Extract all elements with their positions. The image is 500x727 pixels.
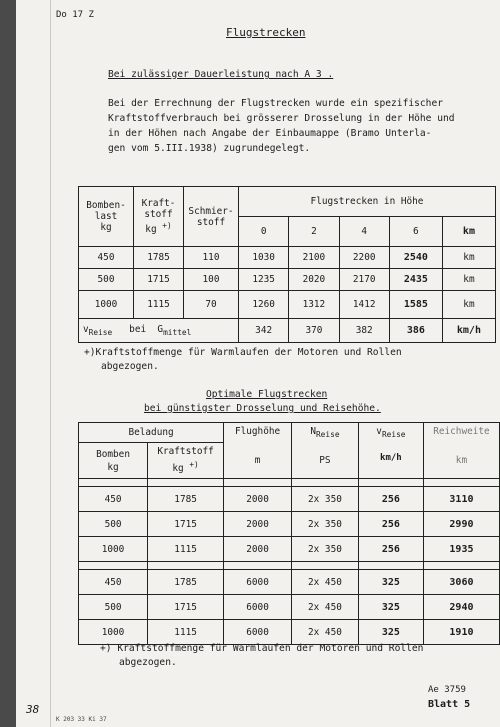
table-row: 450 1785 110 1030 2100 2200 2540 km xyxy=(79,247,496,269)
margin-number: 38 xyxy=(26,703,40,716)
header-unit-km: km xyxy=(442,217,495,247)
header-bombenlast: Bomben- last kg xyxy=(79,187,134,247)
header-kraftstoff: Kraft- stoff kg +) xyxy=(134,187,184,247)
section1-para-2: Kraftstoffverbrauch bei grösserer Drosselung in der Höhe und xyxy=(108,113,455,124)
header-schmierstoff: Schmier- stoff xyxy=(184,187,239,247)
header-nreise: $N_{Reise}$ PS xyxy=(291,423,358,479)
table-row: 1000 1115 6000 2x 450 325 1910 xyxy=(79,620,500,645)
footnote2-line2: abgezogen. xyxy=(119,657,177,668)
header-vreise: $v_{Reise}$ km/h xyxy=(358,423,423,479)
header-altitude-2: 2 xyxy=(289,217,339,247)
left-margin-line xyxy=(16,0,51,727)
table-row-reise: $v_{Reise}$ bei $G_{mittel}$ 342 370 382 386 km/h xyxy=(79,319,496,343)
footnote1-line1: +)Kraftstoffmenge für Warmlaufen der Motoren und Rollen xyxy=(84,347,402,358)
section1-para-4: gen vom 5.III.1938) zugrundegelegt. xyxy=(108,143,311,154)
optimale-flugstrecken-table xyxy=(78,422,500,645)
header-altitude-6: 6 xyxy=(389,217,442,247)
page-title: Flugstrecken xyxy=(226,26,306,39)
reise-label: $v_{Reise}$ bei $G_{mittel}$ xyxy=(79,319,239,343)
header-beladung: Beladung xyxy=(79,423,224,443)
blatt-number: Blatt 5 xyxy=(428,699,471,710)
header-flughoehe: Flughöhe m xyxy=(224,423,292,479)
doc-ref: Do 17 Z xyxy=(56,10,94,20)
footnote2-line1: +) Kraftstoffmenge für Warmlaufen der Motoren und Rollen xyxy=(100,643,424,654)
header-kraftstoff-2: Kraftstoff kg +) xyxy=(148,443,224,479)
header-bomben: Bomben kg xyxy=(79,443,148,479)
footnote1-line2: abgezogen. xyxy=(101,361,159,372)
section1-heading: Bei zulässiger Dauerleistung nach A 3 . xyxy=(108,69,334,80)
table-row: 1000 1115 2000 2x 350 256 1935 xyxy=(79,537,500,562)
section2-heading1: Optimale Flugstrecken xyxy=(206,389,328,400)
bottom-code: K 203 33 Ki 37 xyxy=(56,716,107,723)
header-reichweite: Reichweite km xyxy=(423,423,499,479)
section2-heading2: bei günstigster Drosselung und Reisehöhe. xyxy=(144,403,381,414)
flugstrecken-table xyxy=(78,186,496,343)
header-altitude-4: 4 xyxy=(339,217,389,247)
header-flugstrecken-in-hoehe: Flugstrecken in Höhe xyxy=(239,187,496,217)
document-page xyxy=(16,0,500,727)
table-row: 500 1715 2000 2x 350 256 2990 xyxy=(79,512,500,537)
header-altitude-0: 0 xyxy=(239,217,289,247)
section1-para-1: Bei der Errechnung der Flugstrecken wurde ein spezifischer xyxy=(108,98,444,109)
section1-para-3: in der Höhen nach Angabe der Einbaumappe (Bramo Unterla- xyxy=(108,128,432,139)
table-row: 500 1715 100 1235 2020 2170 2435 km xyxy=(79,269,496,291)
table-row: 450 1785 2000 2x 350 256 3110 xyxy=(79,487,500,512)
table-row: 1000 1115 70 1260 1312 1412 1585 km xyxy=(79,291,496,319)
page-reference: Ae 3759 xyxy=(428,685,466,695)
table-row: 450 1785 6000 2x 450 325 3060 xyxy=(79,570,500,595)
table-row: 500 1715 6000 2x 450 325 2940 xyxy=(79,595,500,620)
